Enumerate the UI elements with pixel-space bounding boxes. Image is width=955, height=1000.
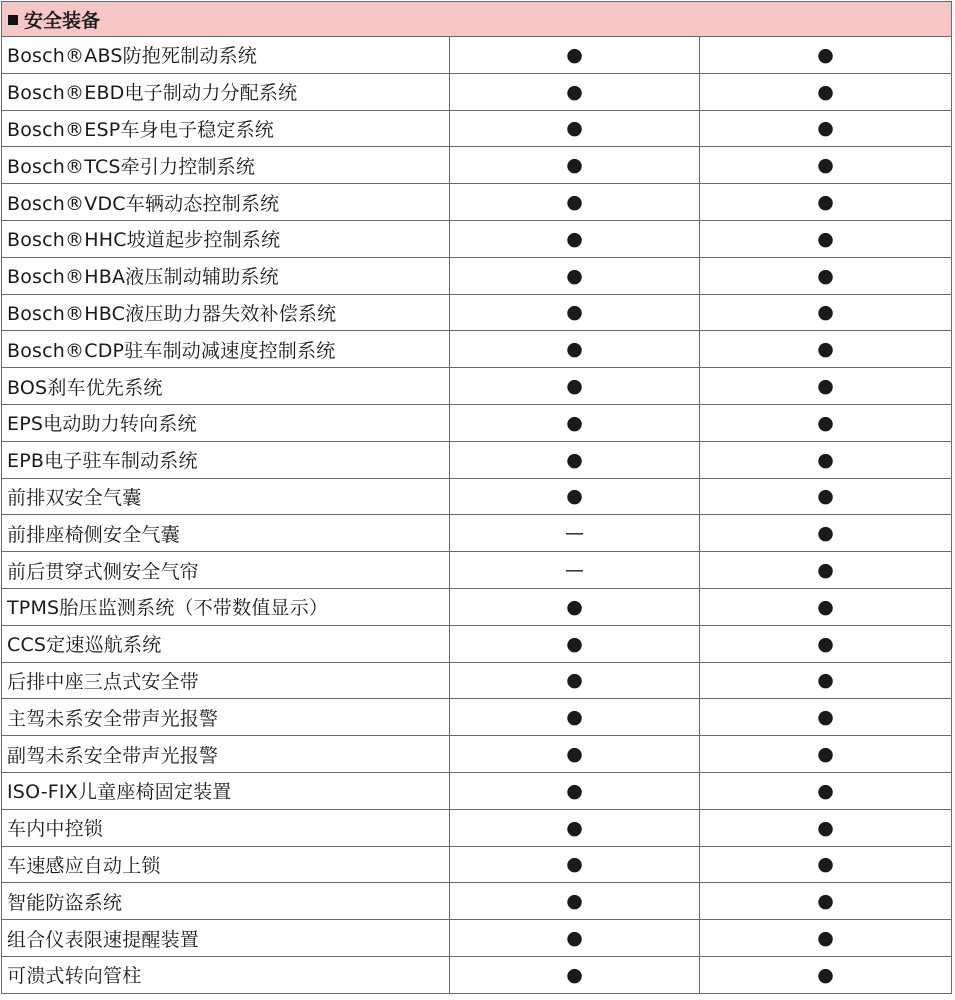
config-1-availability-cell: ● [450,588,700,625]
config-2-availability-cell: ● [700,441,952,478]
feature-name-cell: Bosch®HBC液压助力器失效补偿系统 [2,294,450,331]
feature-name-cell: 前排双安全气囊 [2,478,450,515]
feature-name-cell: Bosch®CDP驻车制动减速度控制系统 [2,331,450,368]
table-row [2,478,952,515]
config-2-availability-cell: ● [700,37,952,74]
table-row [2,772,952,809]
config-1-availability-cell: ● [450,478,700,515]
table-row [2,220,952,257]
config-2-availability-cell: ● [700,73,952,110]
feature-name-cell: 前后贯穿式侧安全气帘 [2,552,450,589]
table-row [2,736,952,773]
config-2-availability-cell: ● [700,920,952,957]
config-1-availability-cell: ● [450,883,700,920]
table-row [2,515,952,552]
feature-name-cell: Bosch®EBD电子制动力分配系统 [2,73,450,110]
table-row [2,257,952,294]
config-2-availability-cell: ● [700,147,952,184]
table-row [2,294,952,331]
square-bullet-icon [8,15,18,25]
config-1-availability-cell: ● [450,956,700,993]
table-row [2,662,952,699]
config-2-availability-cell: ● [700,331,952,368]
feature-name-cell: Bosch®TCS牵引力控制系统 [2,147,450,184]
config-1-availability-cell: ● [450,220,700,257]
feature-name-cell: 车内中控锁 [2,809,450,846]
feature-name-cell: 车速感应自动上锁 [2,846,450,883]
safety-equipment-table [1,1,952,994]
config-2-availability-cell: ● [700,956,952,993]
table-row [2,625,952,662]
table-row [2,809,952,846]
feature-name-cell: TPMS胎压监测系统（不带数值显示） [2,588,450,625]
section-title: 安全装备 [24,9,101,32]
config-1-availability-cell: ● [450,147,700,184]
table-row [2,552,952,589]
feature-name-cell: EPB电子驻车制动系统 [2,441,450,478]
config-1-availability-cell: ● [450,809,700,846]
config-1-availability-cell: — [450,552,700,589]
feature-name-cell: ISO-FIX儿童座椅固定装置 [2,772,450,809]
config-2-availability-cell: ● [700,404,952,441]
config-1-availability-cell: ● [450,920,700,957]
section-header-row [2,2,952,37]
config-2-availability-cell: ● [700,625,952,662]
config-1-availability-cell: ● [450,110,700,147]
config-2-availability-cell: ● [700,736,952,773]
feature-name-cell: Bosch®VDC车辆动态控制系统 [2,184,450,221]
config-2-availability-cell: ● [700,552,952,589]
config-1-availability-cell: ● [450,662,700,699]
table-row [2,184,952,221]
config-2-availability-cell: ● [700,184,952,221]
feature-name-cell: Bosch®HBA液压制动辅助系统 [2,257,450,294]
config-2-availability-cell: ● [700,809,952,846]
table-row [2,441,952,478]
feature-name-cell: Bosch®ABS防抱死制动系统 [2,37,450,74]
table-row [2,920,952,957]
feature-name-cell: BOS刹车优先系统 [2,368,450,405]
config-1-availability-cell: ● [450,368,700,405]
config-2-availability-cell: ● [700,515,952,552]
config-2-availability-cell: ● [700,846,952,883]
table-row [2,699,952,736]
feature-name-cell: Bosch®HHC坡道起步控制系统 [2,220,450,257]
feature-name-cell: 前排座椅侧安全气囊 [2,515,450,552]
feature-name-cell: 可溃式转向管柱 [2,956,450,993]
feature-name-cell: 主驾未系安全带声光报警 [2,699,450,736]
config-1-availability-cell: ● [450,331,700,368]
config-1-availability-cell: — [450,515,700,552]
config-2-availability-cell: ● [700,772,952,809]
config-1-availability-cell: ● [450,37,700,74]
config-2-availability-cell: ● [700,588,952,625]
config-1-availability-cell: ● [450,294,700,331]
config-2-availability-cell: ● [700,220,952,257]
feature-name-cell: CCS定速巡航系统 [2,625,450,662]
feature-name-cell: 组合仪表限速提醒装置 [2,920,450,957]
table-row [2,404,952,441]
config-2-availability-cell: ● [700,478,952,515]
config-2-availability-cell: ● [700,699,952,736]
config-1-availability-cell: ● [450,404,700,441]
feature-name-cell: 副驾未系安全带声光报警 [2,736,450,773]
config-2-availability-cell: ● [700,257,952,294]
feature-name-cell: 后排中座三点式安全带 [2,662,450,699]
config-1-availability-cell: ● [450,257,700,294]
table-row [2,956,952,993]
feature-name-cell: 智能防盗系统 [2,883,450,920]
config-1-availability-cell: ● [450,184,700,221]
config-2-availability-cell: ● [700,883,952,920]
config-1-availability-cell: ● [450,73,700,110]
section-header-cell [2,2,952,37]
config-2-availability-cell: ● [700,110,952,147]
table-row [2,73,952,110]
table-row [2,846,952,883]
feature-name-cell: EPS电动助力转向系统 [2,404,450,441]
config-1-availability-cell: ● [450,736,700,773]
config-2-availability-cell: ● [700,368,952,405]
table-row [2,883,952,920]
config-1-availability-cell: ● [450,772,700,809]
table-row [2,588,952,625]
table-row [2,110,952,147]
config-1-availability-cell: ● [450,846,700,883]
config-2-availability-cell: ● [700,662,952,699]
table-row [2,37,952,74]
table-row [2,368,952,405]
table-row [2,331,952,368]
config-1-availability-cell: ● [450,441,700,478]
config-1-availability-cell: ● [450,625,700,662]
config-1-availability-cell: ● [450,699,700,736]
table-row [2,147,952,184]
config-2-availability-cell: ● [700,294,952,331]
feature-name-cell: Bosch®ESP车身电子稳定系统 [2,110,450,147]
